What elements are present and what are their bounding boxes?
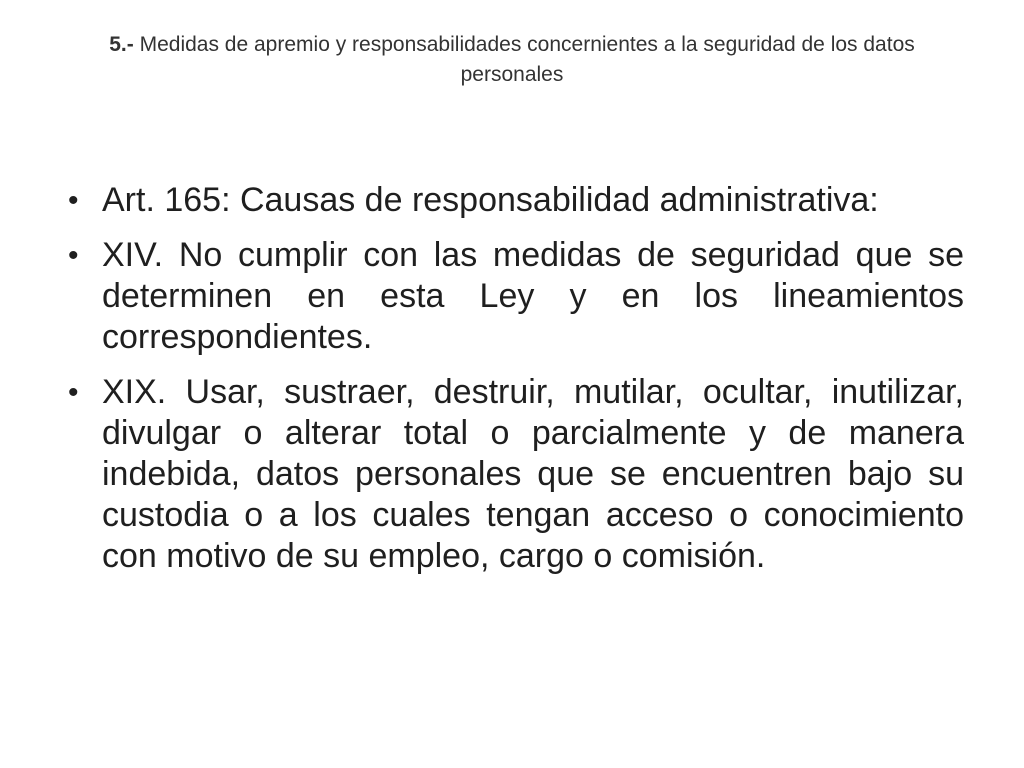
title-number: 5.- bbox=[109, 33, 134, 56]
bullet-text: Art. 165: Causas de responsabilidad administrativa: bbox=[102, 181, 879, 219]
bullet-item bbox=[68, 372, 964, 577]
bullet-item bbox=[68, 180, 964, 221]
slide-title bbox=[60, 30, 964, 90]
bullet-list bbox=[68, 180, 964, 591]
bullet-icon: • bbox=[68, 239, 79, 272]
title-text: Medidas de apremio y responsabilidades concernientes a la seguridad de los datos personales bbox=[133, 33, 915, 86]
bullet-text: XIX. Usar, sustraer, destruir, mutilar, ocultar, inutilizar, divulgar o alterar total o parcialmente y de manera indebida, datos personales que se encuentren bajo su custodia o a los cuales tengan acceso o conocimiento con motivo de su empleo, cargo o comisión. bbox=[102, 373, 964, 575]
bullet-icon: • bbox=[68, 184, 79, 217]
bullet-icon: • bbox=[68, 376, 79, 409]
bullet-item bbox=[68, 235, 964, 358]
bullet-text: XIV. No cumplir con las medidas de seguridad que se determinen en esta Ley y en los lineamientos correspondientes. bbox=[102, 236, 964, 356]
